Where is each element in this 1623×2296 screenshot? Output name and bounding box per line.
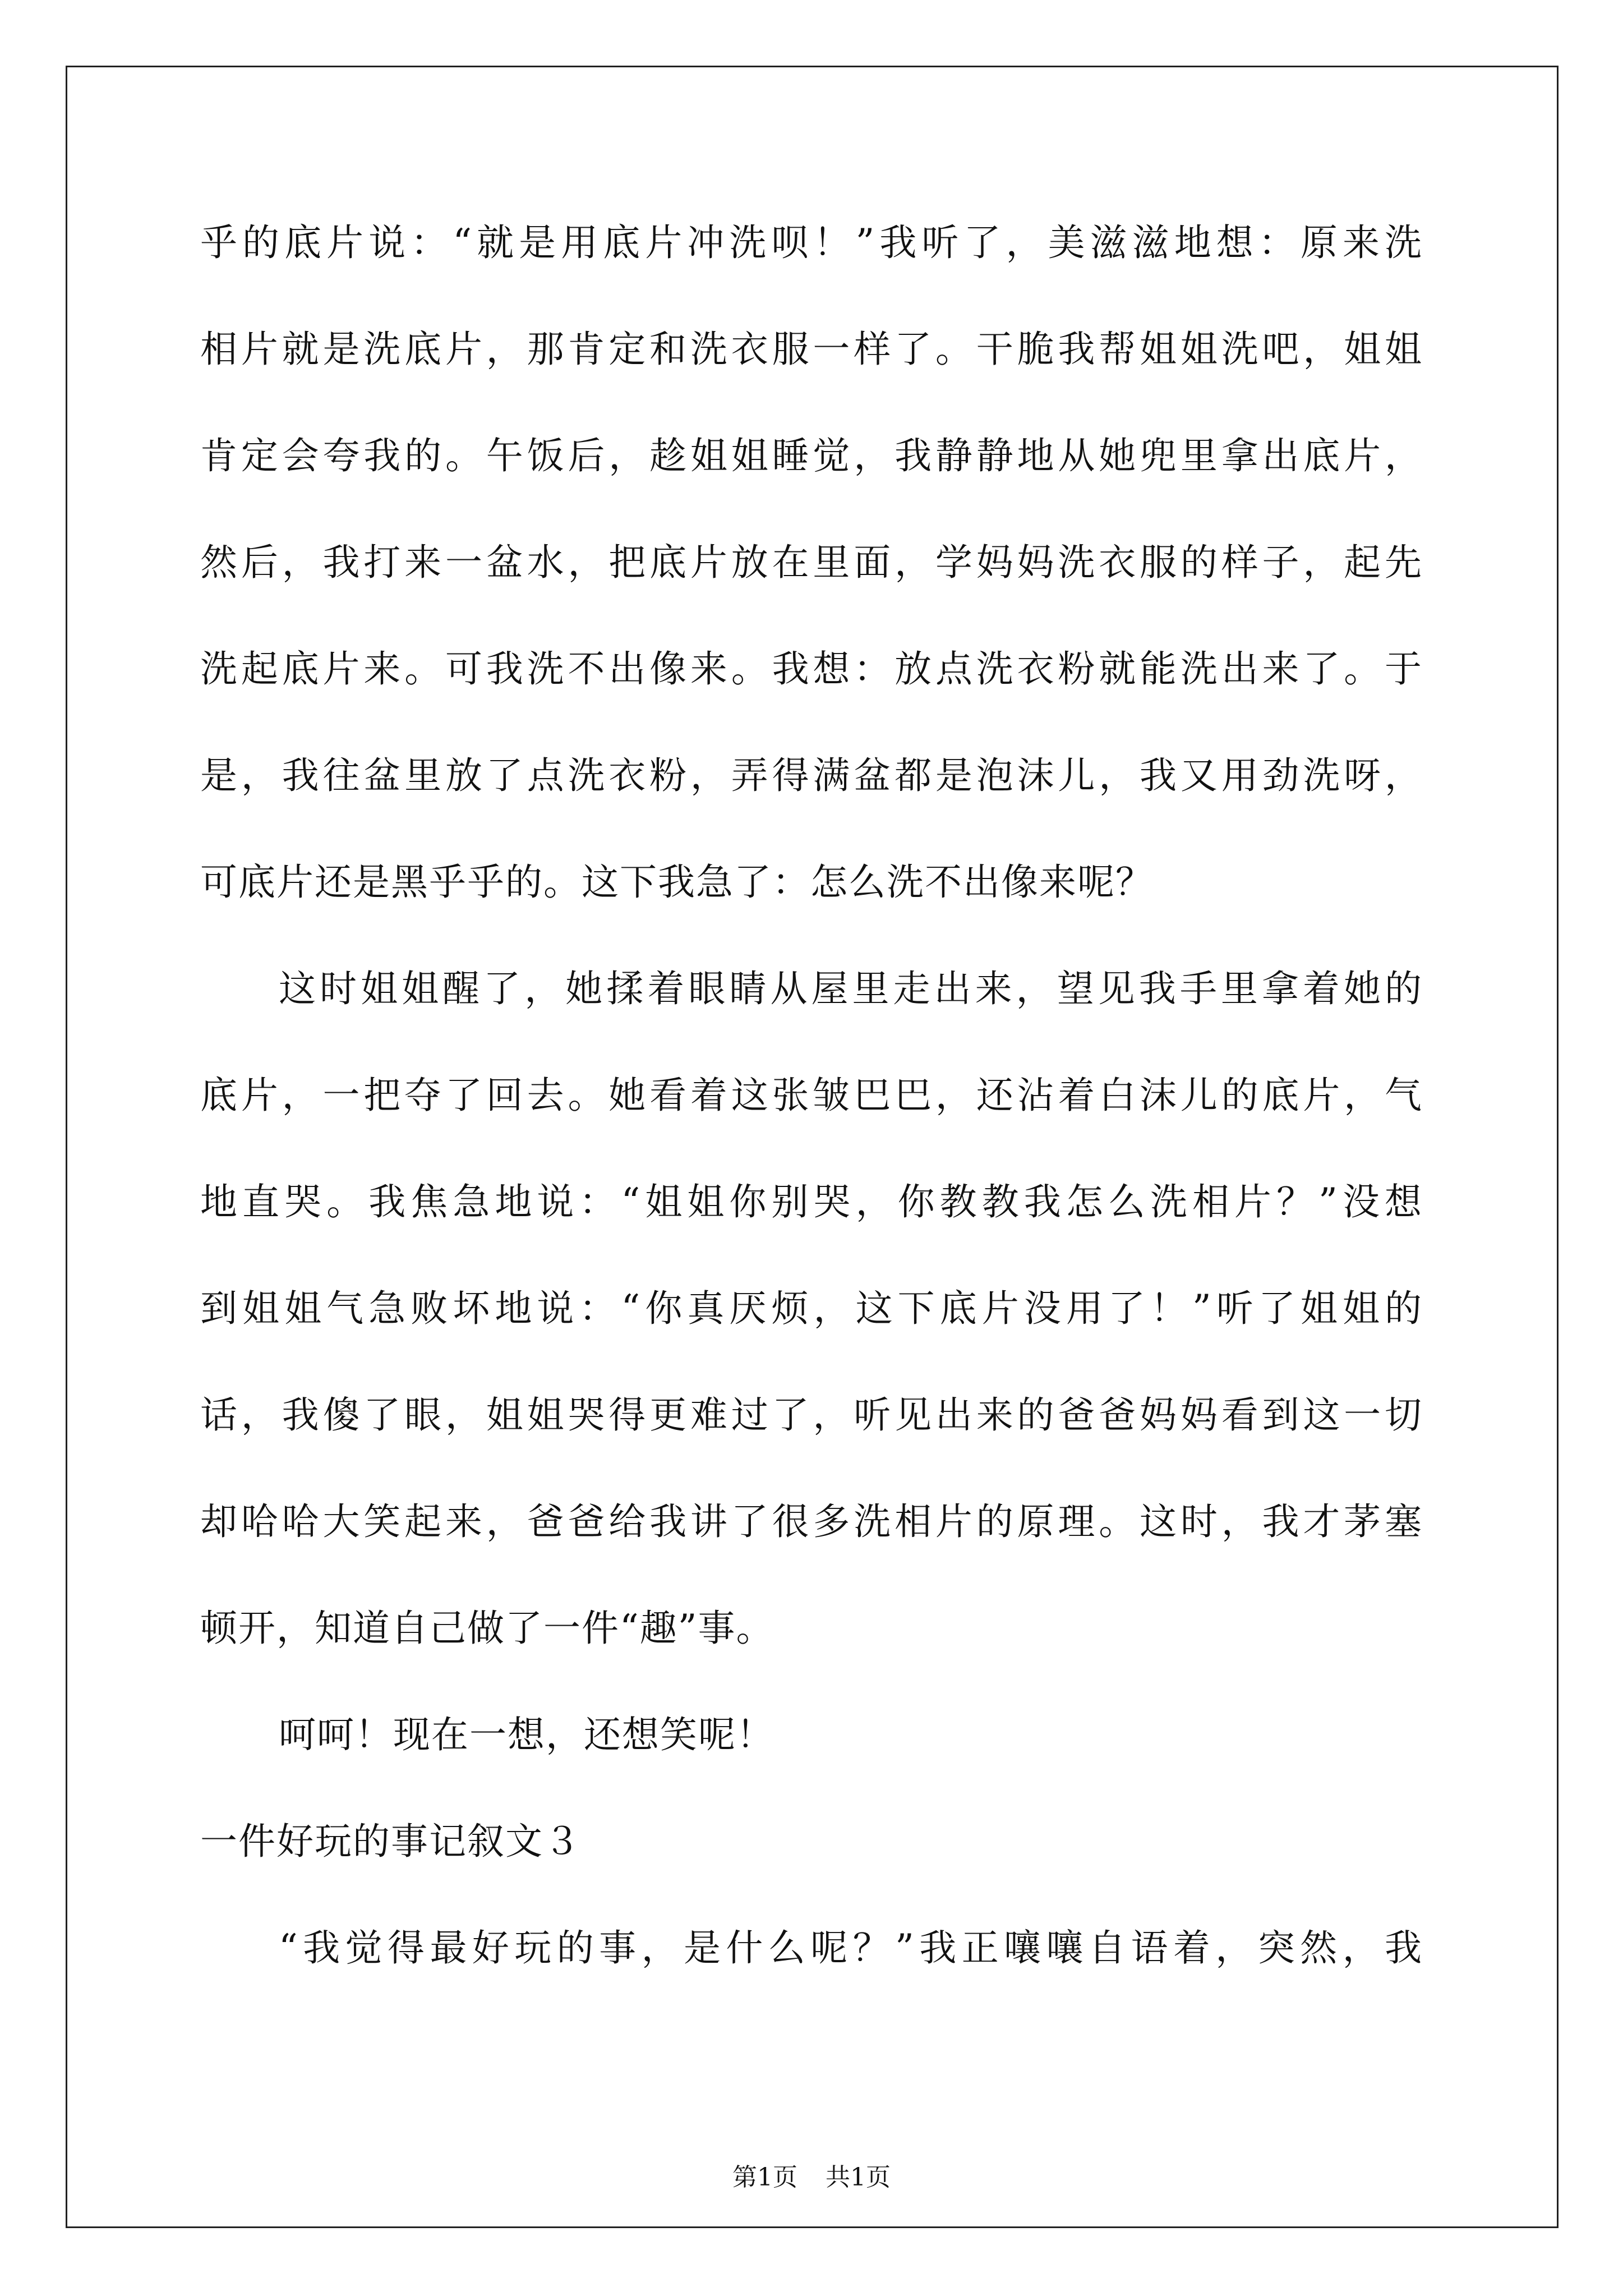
section-heading: 一件好玩的事记叙文３ (200, 1820, 582, 1863)
text-line-12: 话，我傻了眼，姐姐哭得更难过了，听见出来的爸爸妈妈看到这一切 (200, 1393, 1423, 1437)
text-line-7: 可底片还是黑乎乎的。这下我急了：怎么洗不出像来呢？ (200, 861, 1154, 904)
page-footer (0, 2161, 1623, 2194)
text-line-14: 顿开，知道自己做了一件“趣”事。 (200, 1607, 774, 1650)
page-total: 共1页 (826, 2163, 891, 2192)
text-line-9: 底片，一把夺了回去。她看着这张皱巴巴，还沾着白沫儿的底片，气 (200, 1074, 1423, 1117)
text-line-2: 相片就是洗底片，那肯定和洗衣服一样了。干脆我帮姐姐洗吧，姐姐 (200, 328, 1423, 371)
text-line-1: 乎的底片说：“就是用底片冲洗呗！”我听了，美滋滋地想：原来洗 (200, 221, 1423, 264)
text-line-3: 肯定会夸我的。午饭后，趁姐姐睡觉，我静静地从她兜里拿出底片， (200, 434, 1423, 477)
text-line-6: 是，我往盆里放了点洗衣粉，弄得满盆都是泡沫儿，我又用劲洗呀， (200, 754, 1423, 797)
text-line-13: 却哈哈大笑起来，爸爸给我讲了很多洗相片的原理。这时，我才茅塞 (200, 1500, 1423, 1543)
page-number: 第1页 (732, 2163, 797, 2192)
text-line-8: 这时姐姐醒了，她揉着眼睛从屋里走出来，望见我手里拿着她的 (279, 967, 1423, 1010)
text-line-17: “我觉得最好玩的事，是什么呢？”我正嚷嚷自语着，突然，我 (279, 1926, 1423, 1970)
document-body (200, 218, 1423, 2030)
text-line-4: 然后，我打来一盆水，把底片放在里面，学妈妈洗衣服的样子，起先 (200, 541, 1423, 584)
text-line-11: 到姐姐气急败坏地说：“你真厌烦，这下底片没用了！”听了姐姐的 (200, 1287, 1423, 1330)
text-line-15: 呵呵！现在一想，还想笑呢！ (279, 1713, 774, 1756)
text-line-10: 地直哭。我焦急地说：“姐姐你别哭，你教教我怎么洗相片？”没想 (200, 1180, 1423, 1223)
text-line-5: 洗起底片来。可我洗不出像来。我想：放点洗衣粉就能洗出来了。于 (200, 647, 1423, 691)
